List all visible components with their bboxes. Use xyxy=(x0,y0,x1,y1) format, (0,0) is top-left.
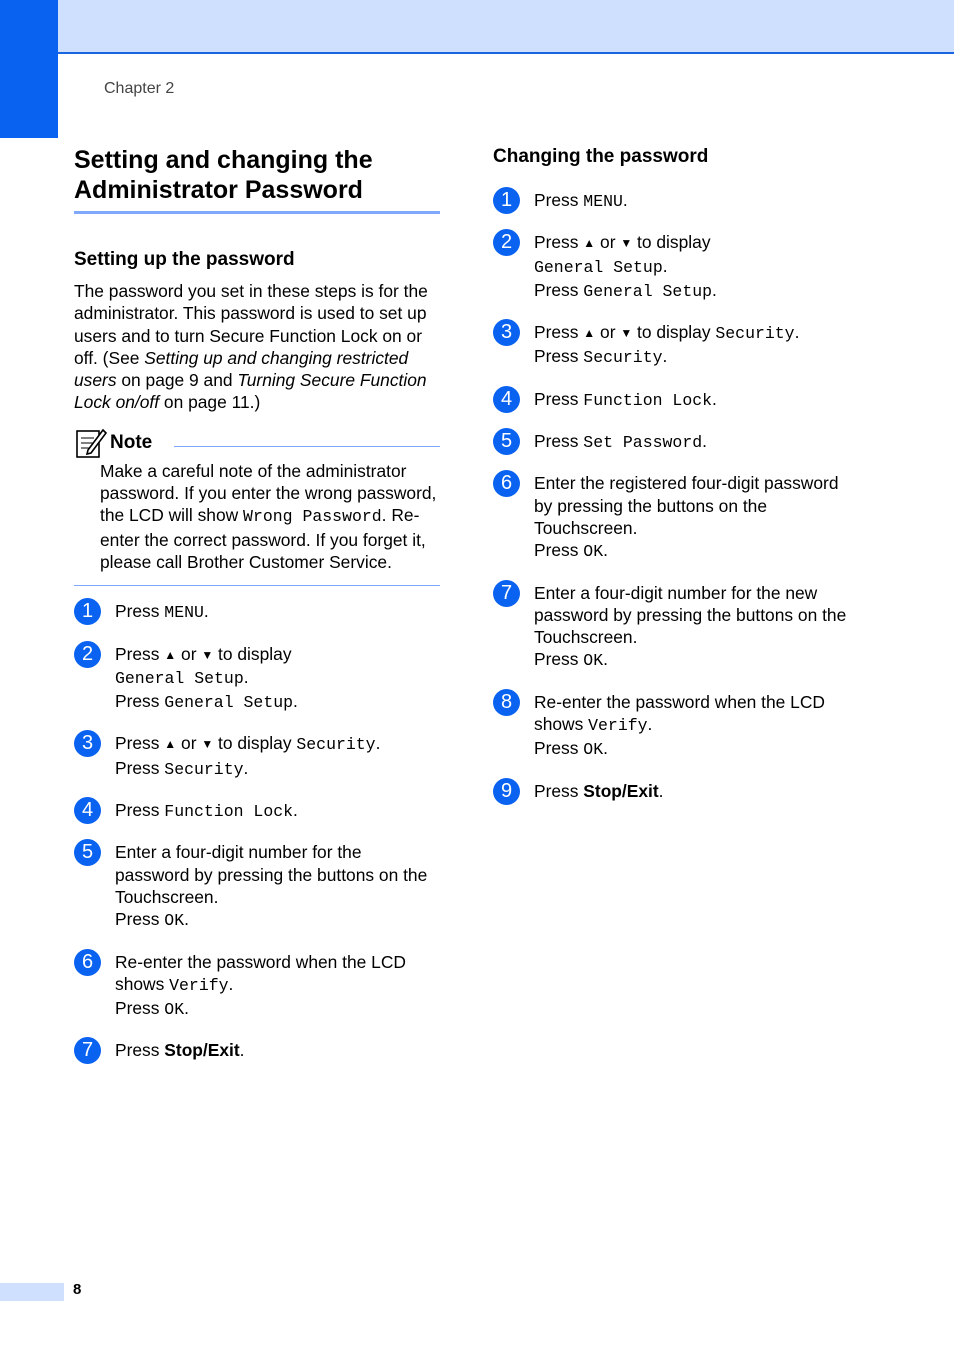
step-number-icon: 9 xyxy=(493,778,520,805)
step-number-icon: 8 xyxy=(493,689,520,716)
step-number-icon: 6 xyxy=(74,949,101,976)
right-step-7: 7 Enter a four-digit number for the new password by pressing the buttons on the Touchscreen. Press OK. xyxy=(493,582,859,673)
right-step-9: 9 Press Stop/Exit. xyxy=(493,780,859,802)
step-number-icon: 7 xyxy=(493,580,520,607)
note-pencil-icon xyxy=(74,426,108,460)
step-number-icon: 6 xyxy=(493,470,520,497)
step-number-icon: 1 xyxy=(74,598,101,625)
step-number-icon: 2 xyxy=(74,641,101,668)
left-column xyxy=(74,145,440,1062)
right-step-3: 3 Press ▲ or ▼ to display Security. Press Security. xyxy=(493,321,859,370)
page-number-bar xyxy=(0,1283,64,1301)
left-step-4: 4 Press Function Lock. xyxy=(74,799,440,823)
section-title: Setting and changing the Administrator Password xyxy=(74,145,440,214)
left-step-5: 5 Enter a four-digit number for the password by pressing the buttons on the Touchscreen. Press OK. xyxy=(74,841,440,932)
right-step-8: 8 Re-enter the password when the LCD shows Verify. Press OK. xyxy=(493,691,859,762)
step-number-icon: 3 xyxy=(493,319,520,346)
left-step-3: 3 Press ▲ or ▼ to display Security. Press Security. xyxy=(74,732,440,781)
down-arrow-icon: ▼ xyxy=(201,647,214,662)
left-step-7: 7 Press Stop/Exit. xyxy=(74,1039,440,1061)
right-step-4: 4 Press Function Lock. xyxy=(493,388,859,412)
note-text: Make a careful note of the administrator password. If you enter the wrong password, the LCD will show Wrong Password. Re-enter the correct password. If you forget it, please call Brother Customer Service. xyxy=(100,460,437,572)
header-band xyxy=(0,0,954,54)
note-box xyxy=(74,426,440,586)
step-number-icon: 1 xyxy=(493,187,520,214)
subsection-title-changing: Changing the password xyxy=(493,146,709,167)
up-arrow-icon: ▲ xyxy=(583,326,596,341)
right-column xyxy=(493,145,859,802)
up-arrow-icon: ▲ xyxy=(164,647,177,662)
down-arrow-icon: ▼ xyxy=(201,737,214,752)
left-steps xyxy=(74,600,440,1061)
step-number-icon: 5 xyxy=(74,839,101,866)
left-step-6: 6 Re-enter the password when the LCD shows Verify. Press OK. xyxy=(74,951,440,1022)
up-arrow-icon: ▲ xyxy=(583,236,596,251)
step-number-icon: 4 xyxy=(493,386,520,413)
note-title: Note xyxy=(110,431,153,453)
left-step-1: 1 Press MENU. xyxy=(74,600,440,624)
step-number-icon: 2 xyxy=(493,229,520,256)
right-step-2: 2 Press ▲ or ▼ to display General Setup. Press General Setup. xyxy=(493,231,859,303)
up-arrow-icon: ▲ xyxy=(164,737,177,752)
left-step-2: 2 Press ▲ or ▼ to display General Setup. Press General Setup. xyxy=(74,643,440,715)
step-number-icon: 4 xyxy=(74,797,101,824)
step-number-icon: 7 xyxy=(74,1037,101,1064)
subsection-title-setting-up: Setting up the password xyxy=(74,249,295,270)
down-arrow-icon: ▼ xyxy=(620,236,633,251)
chapter-tab xyxy=(0,0,58,138)
chapter-label: Chapter 2 xyxy=(104,80,175,97)
note-rule xyxy=(174,446,440,447)
page-number: 8 xyxy=(73,1281,82,1298)
step-number-icon: 5 xyxy=(493,428,520,455)
right-step-1: 1 Press MENU. xyxy=(493,189,859,213)
right-step-6: 6 Enter the registered four-digit password by pressing the buttons on the Touchscreen. Press OK. xyxy=(493,472,859,563)
right-steps xyxy=(493,189,859,802)
intro-paragraph: The password you set in these steps is for the administrator. This password is used to set up users and to turn Secure Function Lock on or off. (See Setting up and changing restricted users on page 9 and Turning Secure Function Lock on/off on page 11.) xyxy=(74,281,428,413)
down-arrow-icon: ▼ xyxy=(620,326,633,341)
right-step-5: 5 Press Set Password. xyxy=(493,430,859,454)
step-number-icon: 3 xyxy=(74,730,101,757)
